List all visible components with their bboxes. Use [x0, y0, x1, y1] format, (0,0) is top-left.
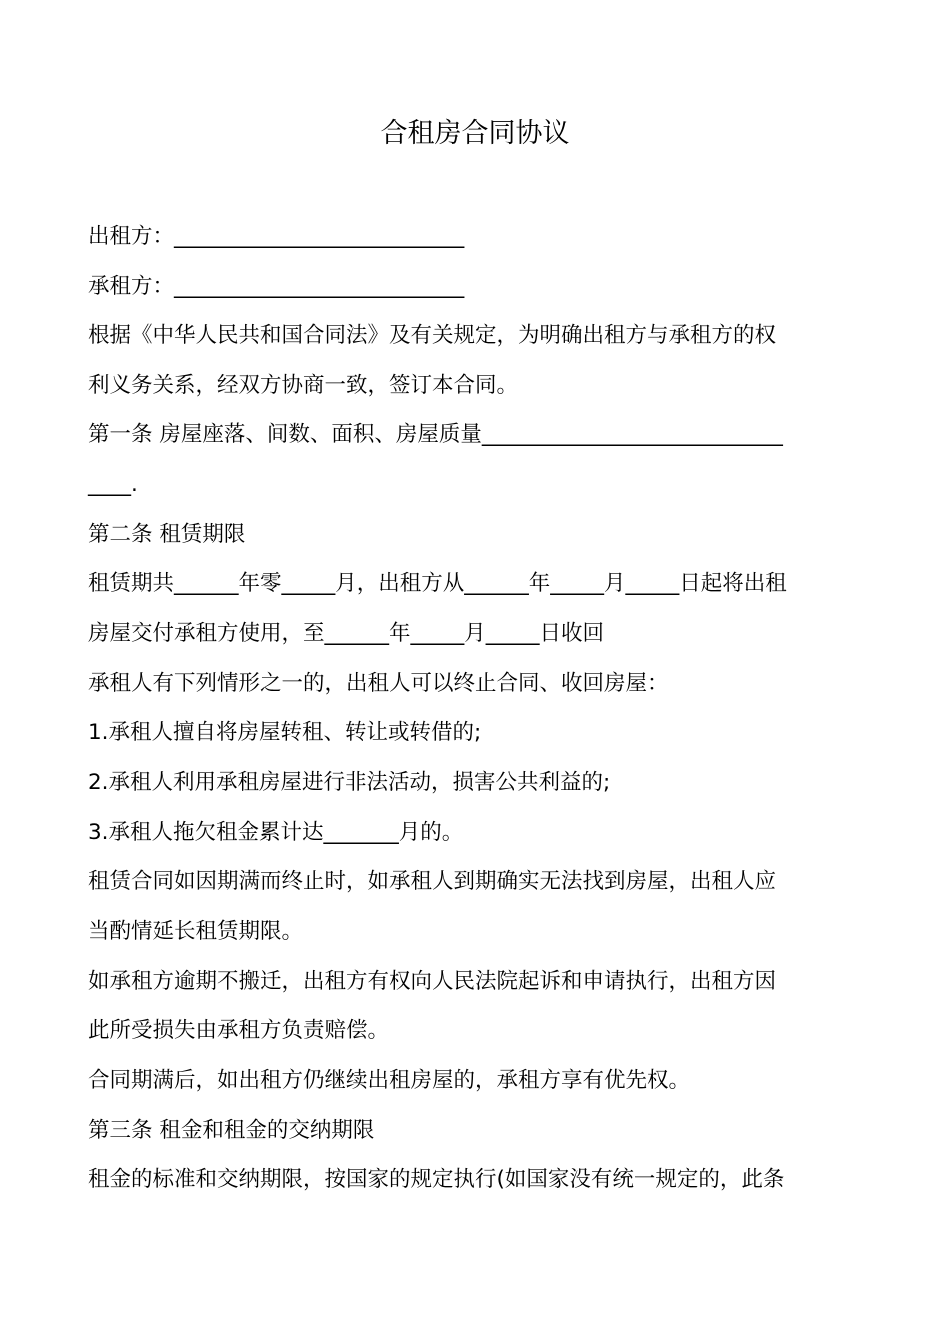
preamble-line-2: 利义务关系，经双方协商一致，签订本合同。 [88, 373, 519, 398]
lease-term-line-1: 租赁期共______年零_____月，出租方从______年_____月_____日起将出租 [88, 571, 787, 596]
article-3-heading: 第三条 租金和租金的交纳期限 [88, 1118, 375, 1143]
termination-item-3: 3.承租人拖欠租金累计达_______月的。 [88, 820, 464, 845]
extension-line-1: 租赁合同如因期满而终止时，如承租人到期确实无法找到房屋，出租人应 [88, 869, 777, 894]
rent-line-1: 租金的标准和交纳期限，按国家的规定执行(如国家没有统一规定的，此条 [88, 1167, 785, 1192]
preamble-line-1: 根据《中华人民共和国合同法》及有关规定，为明确出租方与承租方的权 [88, 323, 777, 348]
lease-term-line-2: 房屋交付承租方使用，至______年_____月_____日收回 [88, 621, 605, 646]
overdue-line-1: 如承租方逾期不搬迁，出租方有权向人民法院起诉和申请执行，出租方因 [88, 969, 777, 994]
termination-item-2: 2.承租人利用承租房屋进行非法活动，损害公共利益的; [88, 770, 611, 795]
lessor-line: 出租方：___________________________ [88, 224, 465, 249]
termination-item-1: 1.承租人擅自将房屋转租、转让或转借的; [88, 720, 482, 745]
overdue-line-2: 此所受损失由承租方负责赔偿。 [88, 1018, 390, 1043]
article-1-heading: 第一条 房屋座落、间数、面积、房屋质量____________________________ [88, 422, 783, 447]
document-title: 合租房合同协议 [380, 118, 570, 149]
article-2-heading: 第二条 租赁期限 [88, 522, 246, 547]
priority-line: 合同期满后，如出租方仍继续出租房屋的，承租方享有优先权。 [88, 1068, 691, 1093]
extension-line-2: 当酌情延长租赁期限。 [88, 919, 304, 944]
termination-intro: 承租人有下列情形之一的，出租人可以终止合同、收回房屋： [88, 671, 669, 696]
article-1-continuation: ____. [88, 472, 138, 497]
lessee-line: 承租方：___________________________ [88, 274, 465, 299]
